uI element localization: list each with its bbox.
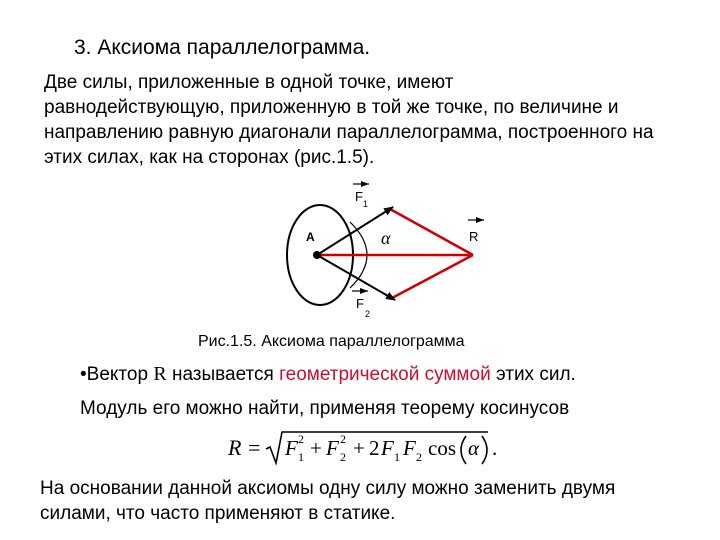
formula-F1: F bbox=[285, 436, 298, 460]
cosine-theorem-text: Модуль его можно найти, применяя теорему косинусов bbox=[80, 398, 570, 419]
page-title: 3. Аксиома параллелограмма. bbox=[74, 36, 371, 59]
paragraph-line: равнодействующую, приложенную в той же точке, по величине и bbox=[44, 97, 619, 118]
label-F1: F bbox=[355, 189, 363, 204]
conclusion-paragraph bbox=[40, 476, 710, 526]
formula-equals: = bbox=[248, 435, 261, 460]
right-paren bbox=[482, 436, 487, 464]
bullet-vector-sum bbox=[80, 363, 576, 386]
label-R: R bbox=[469, 229, 479, 244]
formula-F2: F bbox=[326, 436, 339, 460]
parallelogram-figure bbox=[280, 180, 510, 330]
geometric-sum-highlight: геометрической суммой bbox=[279, 364, 491, 385]
formula-F2-sub: 2 bbox=[340, 450, 346, 464]
bullet-prefix: •Вектор bbox=[80, 364, 154, 385]
vector-R-letter: R bbox=[153, 363, 167, 385]
formula-F1-sup: 2 bbox=[298, 432, 304, 446]
force-F2-vector bbox=[317, 255, 395, 300]
bullet-middle: называется bbox=[166, 364, 280, 385]
formula-F1b-sub: 1 bbox=[394, 450, 400, 464]
conclusion-line: силами, что часто применяют в статике. bbox=[40, 503, 396, 524]
formula-F1-sub: 1 bbox=[298, 450, 304, 464]
paragraph-line: направлению равную диагонали параллелограмма, построенного на bbox=[44, 122, 654, 143]
formula-dot: . bbox=[492, 436, 498, 460]
parallelogram-side-top bbox=[390, 209, 473, 255]
formula-F2b-sub: 2 bbox=[416, 450, 422, 464]
paragraph-line: этих силах, как на сторонах (рис.1.5). bbox=[44, 147, 375, 168]
formula-cos: cos bbox=[428, 436, 456, 460]
formula-F1b: F bbox=[381, 436, 394, 460]
formula-plus-2: + bbox=[353, 436, 365, 460]
label-A: A bbox=[306, 230, 315, 244]
formula-F2b: F bbox=[403, 436, 416, 460]
left-paren bbox=[461, 436, 466, 464]
figure-caption: Рис.1.5. Аксиома параллелограмма bbox=[198, 333, 465, 350]
label-F1-sub: 1 bbox=[363, 199, 369, 209]
label-alpha: α bbox=[381, 228, 391, 248]
label-F2-sub: 2 bbox=[365, 309, 371, 319]
formula-F2-sup: 2 bbox=[340, 432, 346, 446]
label-F2: F bbox=[356, 296, 364, 311]
cosine-formula bbox=[226, 426, 506, 468]
formula-alpha: α bbox=[468, 436, 480, 460]
formula-plus-1: + bbox=[310, 436, 322, 460]
formula-lhs: R bbox=[228, 435, 242, 460]
conclusion-line: На основании данной аксиомы одну силу можно заменить двумя bbox=[40, 478, 616, 499]
bullet-suffix: этих сил. bbox=[490, 364, 576, 385]
point-A bbox=[313, 251, 321, 259]
paragraph-line: Две силы, приложенные в одной точке, имеют bbox=[44, 72, 454, 93]
axiom-paragraph bbox=[44, 70, 704, 170]
parallelogram-side-bottom bbox=[392, 255, 473, 298]
formula-two: 2 bbox=[369, 436, 380, 460]
